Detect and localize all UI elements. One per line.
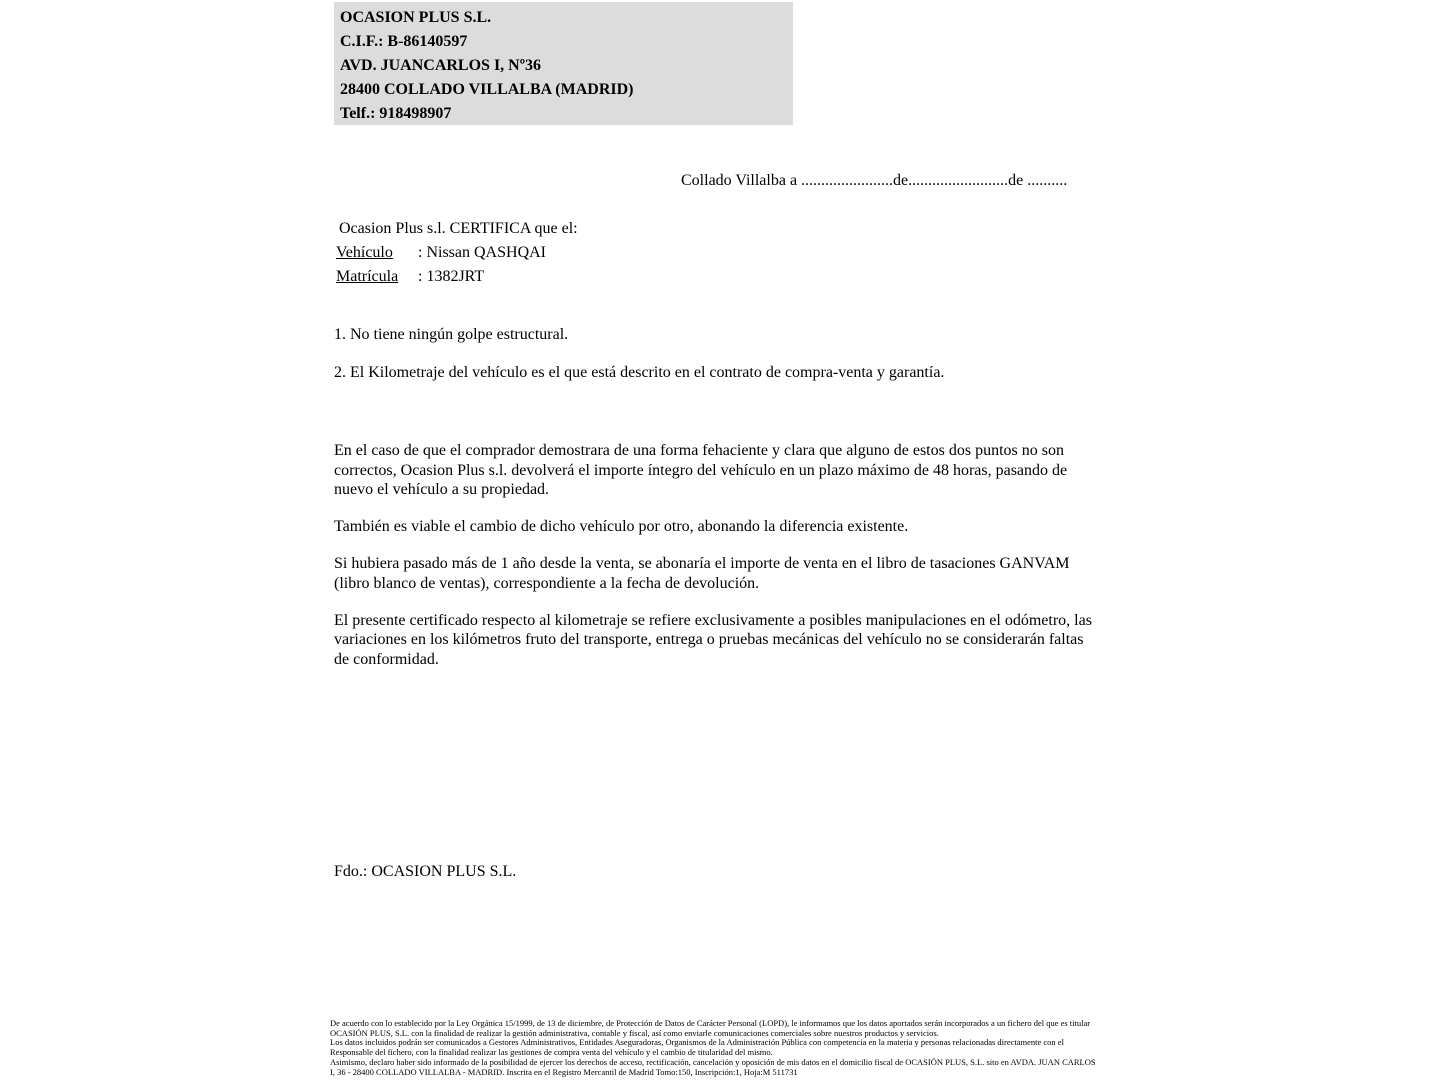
vehicle-value: : Nissan QASHQAI (418, 244, 546, 261)
legal-paragraph-data-sharing: Los datos incluidos podrán ser comunicados a Gestores Administrativos, Entidades Aseguradoras, Organismos de la Administración Pública con competencia en la materia y personas relacionadas directamente con el Responsable del fichero, con la finalidad realizar las gestiones de compra venta del vehículo y el cambio de titularidad del mismo. (330, 1037, 1064, 1058)
company-name: OCASION PLUS S.L. (340, 9, 492, 26)
terms-paragraph-ganvam: Si hubiera pasado más de 1 año desde la venta, se abonaría el importe de venta en el libro de tasaciones GANVAM (libro blanco de ventas), correspondiente a la fecha de devolución. (334, 555, 1070, 592)
terms-paragraph-odometer: El presente certificado respecto al kilometraje se refiere exclusivamente a posibles manipulaciones en el odómetro, las variaciones en los kilómetros fruto del transporte, entrega o pruebas mecánicas del vehículo no se considerarán faltas de conformidad. (334, 611, 1092, 668)
legal-paragraph-lopd: De acuerdo con lo establecido por la Ley Orgánica 15/1999, de 13 de diciembre, de Protección de Datos de Carácter Personal (LOPD), le informamos que los datos aportados serán incorporados a un fichero del que es titular OCASIÓN PLUS, S.L. con la finalidad de realizar la gestión administrativa, contable y fiscal, así como enviarle comunicaciones comerciales sobre nuestros productos y servicios. (330, 1018, 1091, 1038)
plate-label: Matrícula (336, 268, 399, 285)
legal-footer (330, 1019, 1102, 1077)
vehicle-label: Vehículo (336, 244, 393, 261)
signature-line: Fdo.: OCASION PLUS S.L. (334, 863, 517, 880)
terms-paragraphs (334, 441, 1096, 687)
terms-paragraph-refund: En el caso de que el comprador demostrara de una forma fehaciente y clara que alguno de estos dos puntos no son correctos, Ocasion Plus s.l. devolverá el importe íntegro del vehículo en un plazo máximo de 48 horas, pasando de nuevo el vehículo a su propiedad. (334, 442, 1068, 498)
certify-intro: Ocasion Plus s.l. CERTIFICA que el: (339, 220, 578, 237)
terms-paragraph-exchange: También es viable el cambio de dicho vehículo por otro, abonando la diferencia existente. (334, 518, 909, 535)
certification-block (336, 217, 578, 289)
company-address-line1: AVD. JUANCARLOS I, Nº36 (340, 57, 542, 74)
plate-value: : 1382JRT (418, 268, 485, 285)
legal-paragraph-rights: Asimismo, declaro haber sido informado de la posibilidad de ejercer los derechos de acceso, rectificación, cancelación y oposición de mis datos en el domicilio fiscal de OCASIÓN PLUS, S.L. sito en AVDA. JUAN CARLOS I, 36 - 28400 COLLADO VILLALBA - MADRID. Inscrita en el Registro Mercantil de Madrid Tomo:150, Inscripción:1, Hoja:M 511731 (330, 1056, 1096, 1077)
company-cif: C.I.F.: B-86140597 (340, 33, 468, 50)
vehicle-row (336, 241, 578, 265)
company-header-box (334, 2, 793, 125)
certified-point-1: 1. No tiene ningún golpe estructural. (334, 326, 569, 343)
date-fill-in-line: Collado Villalba a .......................de.........................de .......... (681, 172, 1068, 189)
company-phone: Telf.: 918498907 (340, 105, 452, 122)
plate-row (336, 265, 578, 289)
company-address-line2: 28400 COLLADO VILLALBA (MADRID) (340, 81, 634, 98)
certified-point-2: 2. El Kilometraje del vehículo es el que está descrito en el contrato de compra-venta y garantía. (334, 364, 945, 381)
